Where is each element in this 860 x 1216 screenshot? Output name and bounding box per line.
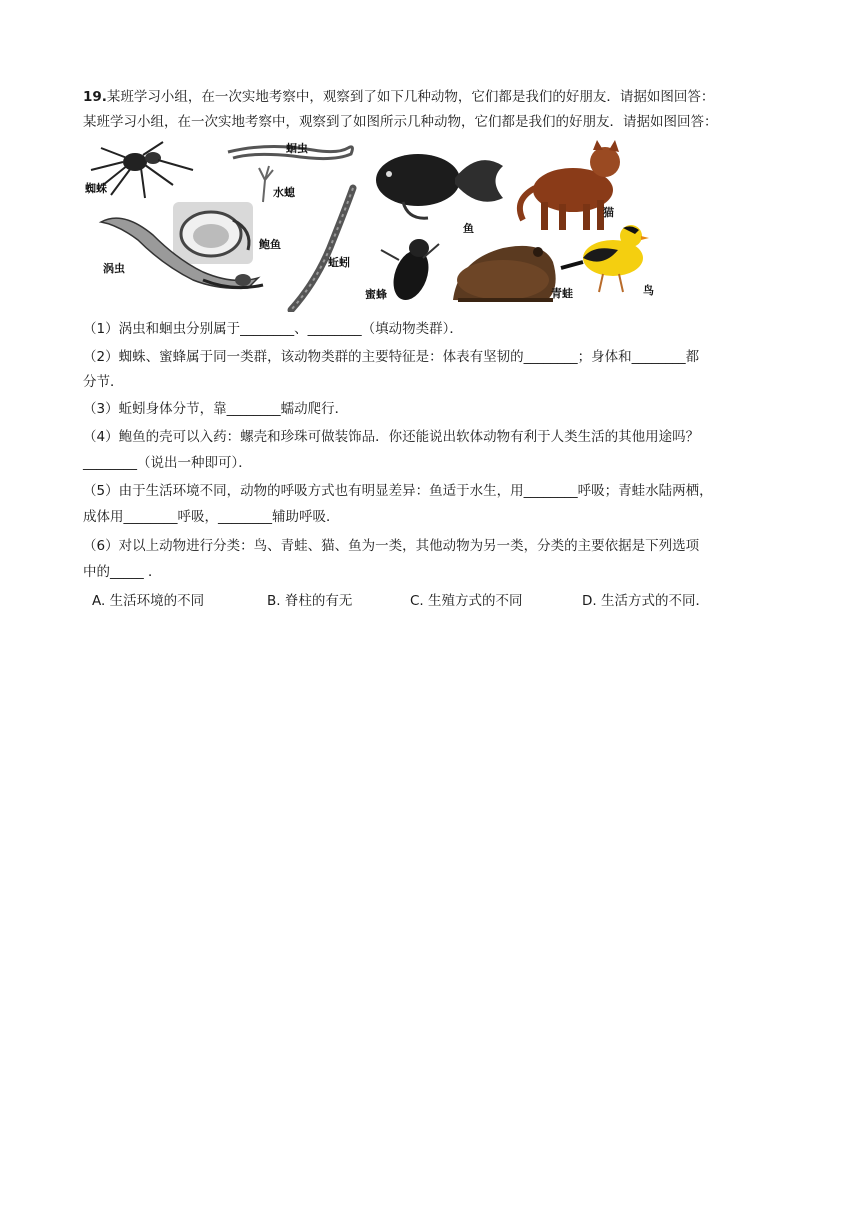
label-abalone: 鲍鱼 (259, 238, 281, 251)
fish-image (376, 154, 503, 218)
label-cat: 猫 (603, 206, 614, 219)
item-5-line-1: （5）由于生活环境不同，动物的呼吸方式也有明显差异：鱼适于水生，用________呼吸；青蛙水陆两栖， (83, 483, 713, 499)
option-c[interactable] (410, 592, 523, 610)
question-number: 19. (83, 89, 107, 105)
option-c-text: 生殖方式的不同 (428, 593, 523, 609)
label-bird: 鸟 (643, 284, 654, 297)
option-d-key: D. (582, 593, 597, 609)
item-5-line-2: 成体用________呼吸，________辅助呼吸． (83, 509, 340, 525)
label-flatworm: 涡虫 (103, 262, 125, 275)
item-1: （1）涡虫和蛔虫分别属于________、________（填动物类群）． (83, 321, 463, 337)
question-intro-line-1 (83, 88, 714, 106)
option-c-key: C. (410, 593, 424, 609)
option-d-text: 生活方式的不同． (600, 593, 709, 609)
bird-image (561, 225, 649, 292)
option-d[interactable] (582, 592, 709, 610)
frog-image (453, 246, 556, 302)
label-spider: 蜘蛛 (85, 182, 107, 195)
item-3: （3）蚯蚓身体分节，靠________蠕动爬行． (83, 401, 349, 417)
animals-figure (83, 140, 783, 312)
item-2-line-1: （2）蜘蛛、蜜蜂属于同一类群，该动物类群的主要特征是：体表有坚韧的________；身体和________都 (83, 349, 700, 365)
item-4-line-1: （4）鲍鱼的壳可以入药：螺壳和珍珠可做装饰品．你还能说出软体动物有利于人类生活的其他用途吗？ (83, 429, 700, 445)
hydra-image (259, 166, 273, 202)
option-a-text: 生活环境的不同 (109, 593, 205, 609)
label-bee: 蜜蜂 (365, 288, 387, 301)
question-intro-line-2: 某班学习小组，在一次实地考察中，观察到了如图所示几种动物，它们都是我们的好朋友．请据如图回答： (83, 114, 718, 130)
item-4-line-2: ________（说出一种即可）． (83, 455, 252, 471)
label-fish: 鱼 (463, 222, 474, 235)
option-b-key: B. (267, 593, 281, 609)
question-intro-1: 某班学习小组，在一次实地考察中，观察到了如下几种动物，它们都是我们的好朋友．请据如图回答： (106, 89, 715, 105)
label-frog: 青蛙 (551, 287, 573, 300)
earthworm-image (291, 188, 353, 310)
label-roundworm: 蛔虫 (286, 142, 308, 155)
option-b-text: 脊柱的有无 (284, 593, 353, 609)
item-6-line-1: （6）对以上动物进行分类：鸟、青蛙、猫、鱼为一类，其他动物为另一类，分类的主要依据是下列选项 (83, 538, 700, 554)
label-earthworm: 蚯蚓 (328, 256, 350, 269)
option-a[interactable] (92, 592, 204, 610)
option-a-key: A. (92, 593, 106, 609)
bee-image (381, 239, 439, 305)
option-b[interactable] (267, 592, 352, 610)
item-2-line-2: 分节． (83, 374, 124, 390)
abalone-image (173, 202, 253, 264)
label-hydra: 水螅 (273, 186, 295, 199)
item-6-line-2: 中的_____ ． (83, 564, 162, 580)
